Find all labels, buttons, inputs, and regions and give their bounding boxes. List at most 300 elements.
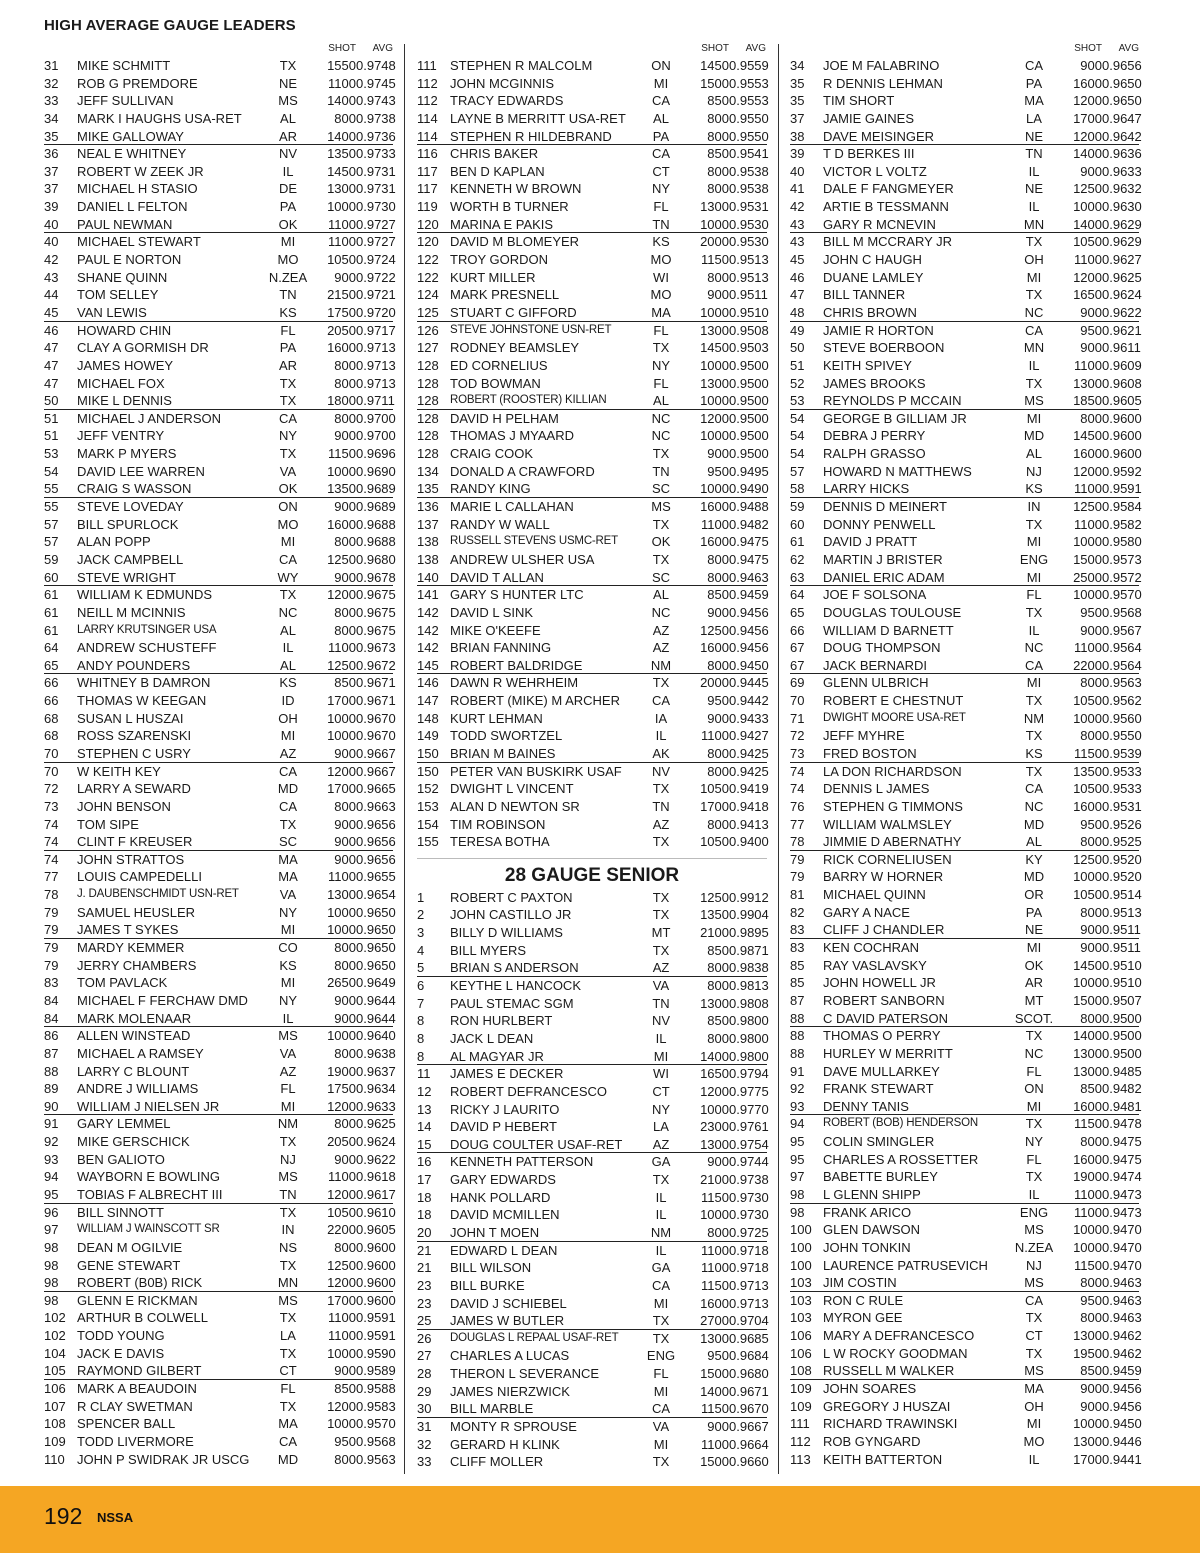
state-cell: TX xyxy=(652,1330,670,1346)
name-cell: THERON L SEVERANCE xyxy=(450,1366,600,1382)
avg-cell: 0.9685 xyxy=(729,1330,769,1346)
avg-cell: 0.9533 xyxy=(1102,763,1142,779)
rank-cell: 137 xyxy=(417,516,439,532)
table-row xyxy=(417,1189,767,1207)
table-row xyxy=(417,1259,767,1277)
state-cell: PA xyxy=(279,340,297,356)
rank-cell: 135 xyxy=(417,481,439,497)
table-row xyxy=(790,1362,1142,1380)
state-cell: CA xyxy=(278,763,298,779)
avg-cell: 0.9650 xyxy=(356,940,396,956)
rank-cell: 154 xyxy=(417,816,439,832)
avg-cell: 0.9680 xyxy=(729,1366,769,1382)
rank-cell: 64 xyxy=(790,587,805,603)
name-cell: JACK L DEAN xyxy=(450,1030,534,1046)
shot-cell: 1600 xyxy=(700,534,729,550)
avg-cell: 0.9630 xyxy=(1102,199,1142,215)
name-cell: JACK E DAVIS xyxy=(77,1345,165,1361)
shot-cell: 1400 xyxy=(700,1048,729,1064)
rank-cell: 51 xyxy=(44,410,59,426)
name-cell: ROBERT E CHESTNUT xyxy=(823,693,964,709)
rank-cell: 146 xyxy=(417,675,439,691)
shot-cell: 1200 xyxy=(327,587,356,603)
shot-cell: 1050 xyxy=(700,781,729,797)
name-cell: JOHN CASTILLO JR xyxy=(450,907,572,923)
rank-cell: 128 xyxy=(417,375,439,391)
state-cell: TX xyxy=(652,446,670,462)
rank-cell: 37 xyxy=(44,181,59,197)
rank-cell: 66 xyxy=(44,675,59,691)
footer-band xyxy=(0,1486,1200,1553)
table-row xyxy=(417,763,767,781)
avg-cell: 0.9564 xyxy=(1102,640,1142,656)
shot-cell: 900 xyxy=(334,992,356,1008)
rank-cell: 98 xyxy=(44,1292,59,1308)
name-cell: BILL MARBLE xyxy=(450,1401,534,1417)
name-cell: ROBERT DEFRANCESCO xyxy=(450,1083,607,1099)
table-row xyxy=(44,445,396,463)
avg-cell: 0.9568 xyxy=(1102,604,1142,620)
avg-cell: 0.9649 xyxy=(356,975,396,991)
table-row xyxy=(790,357,1142,375)
state-cell: CA xyxy=(1024,781,1044,797)
shot-cell: 2100 xyxy=(700,1172,729,1188)
state-cell: TN xyxy=(652,463,670,479)
avg-cell: 0.9656 xyxy=(356,834,396,850)
shot-cell: 850 xyxy=(707,146,729,162)
avg-cell: 0.9624 xyxy=(1102,287,1142,303)
state-cell: CA xyxy=(278,410,298,426)
name-cell: DAVE MULLARKEY xyxy=(823,1063,940,1079)
name-cell: BILL SPURLOCK xyxy=(77,516,179,532)
rank-cell: 45 xyxy=(790,252,805,268)
rank-cell: 65 xyxy=(44,657,59,673)
state-cell: CA xyxy=(278,1433,298,1449)
name-cell: RAY VASLAVSKY xyxy=(823,957,927,973)
name-cell: TOBIAS F ALBRECHT III xyxy=(77,1187,223,1202)
state-cell: TX xyxy=(279,1204,297,1220)
table-row xyxy=(44,339,396,357)
shot-cell: 900 xyxy=(1080,1398,1102,1414)
rank-cell: 111 xyxy=(790,1416,810,1432)
shot-cell: 800 xyxy=(334,1239,356,1255)
rank-cell: 85 xyxy=(790,975,805,991)
table-row xyxy=(417,798,767,816)
name-cell: ROBERT BALDRIDGE xyxy=(450,657,583,673)
name-cell: BILL BURKE xyxy=(450,1277,525,1293)
rank-cell: 32 xyxy=(417,1436,432,1452)
state-cell: TX xyxy=(1025,287,1043,303)
name-cell: BILL MYERS xyxy=(450,942,527,958)
avg-cell: 0.9724 xyxy=(356,252,396,268)
table-row xyxy=(417,1365,767,1383)
avg-cell: 0.9717 xyxy=(356,322,396,338)
rank-cell: 52 xyxy=(790,375,805,391)
name-cell: BILL TANNER xyxy=(823,287,906,303)
shot-cell: 1000 xyxy=(1073,199,1102,215)
shot-cell: 1350 xyxy=(327,481,356,497)
avg-cell: 0.9514 xyxy=(1102,887,1142,903)
shot-cell: 1450 xyxy=(1073,428,1102,444)
state-cell: ENG xyxy=(1019,1204,1049,1220)
name-cell: JAMES E DECKER xyxy=(450,1066,564,1082)
avg-cell: 0.9570 xyxy=(1102,587,1142,603)
rank-cell: 48 xyxy=(790,304,805,320)
state-cell: MA xyxy=(1024,1381,1044,1397)
table-row xyxy=(417,995,767,1013)
name-cell: ROBERT SANBORN xyxy=(823,992,945,1008)
shot-cell: 1500 xyxy=(700,75,729,91)
state-cell: MI xyxy=(280,534,296,550)
table-row xyxy=(44,1045,396,1063)
table-row xyxy=(790,569,1142,587)
rank-cell: 120 xyxy=(417,234,439,250)
name-cell: T D BERKES III xyxy=(823,146,915,162)
avg-cell: 0.9582 xyxy=(1102,516,1142,532)
name-cell: MIKE GALLOWAY xyxy=(77,128,184,144)
state-cell: AZ xyxy=(652,1136,670,1152)
shot-cell: 800 xyxy=(707,110,729,126)
state-cell: AZ xyxy=(279,1063,297,1079)
shot-cell: 2200 xyxy=(1073,657,1102,673)
avg-cell: 0.9748 xyxy=(356,58,396,73)
avg-cell: 0.9463 xyxy=(729,569,769,585)
shot-cell: 1450 xyxy=(327,163,356,179)
state-cell: CA xyxy=(651,146,671,162)
state-cell: MI xyxy=(1026,269,1042,285)
table-row xyxy=(417,1400,767,1418)
table-row xyxy=(417,269,767,287)
name-cell: LARRY C BLOUNT xyxy=(77,1063,190,1079)
shot-cell: 1450 xyxy=(700,58,729,73)
rank-cell: 70 xyxy=(44,763,59,779)
table-row xyxy=(790,145,1142,163)
shot-cell: 900 xyxy=(334,745,356,761)
avg-cell: 0.9713 xyxy=(356,357,396,373)
table-row xyxy=(44,833,396,851)
shot-cell: 1050 xyxy=(327,1204,356,1220)
avg-cell: 0.9500 xyxy=(729,375,769,391)
name-cell: CLINT F KREUSER xyxy=(77,834,193,850)
name-cell: SHANE QUINN xyxy=(77,269,168,285)
state-cell: FL xyxy=(653,1366,669,1382)
shot-cell: 2000 xyxy=(700,675,729,691)
table-row xyxy=(417,304,767,322)
name-cell: STEVE BOERBOON xyxy=(823,340,945,356)
shot-cell: 1400 xyxy=(327,93,356,109)
state-cell: MI xyxy=(653,1383,669,1399)
name-cell: GERARD H KLINK xyxy=(450,1436,560,1452)
name-cell: TODD SWORTZEL xyxy=(450,728,563,744)
rank-cell: 42 xyxy=(44,252,59,268)
rank-cell: 87 xyxy=(44,1045,59,1061)
table-row xyxy=(417,692,767,710)
table-row xyxy=(417,57,767,75)
name-cell: PAUL E NORTON xyxy=(77,252,182,268)
table-row xyxy=(790,992,1142,1010)
name-cell: JAMES BROOKS xyxy=(823,375,926,391)
table-row xyxy=(790,304,1142,322)
table-row xyxy=(417,586,767,604)
rank-cell: 109 xyxy=(44,1433,66,1449)
avg-cell: 0.9904 xyxy=(729,907,769,923)
rank-cell: 61 xyxy=(790,534,805,550)
state-cell: AL xyxy=(653,393,669,409)
rank-cell: 148 xyxy=(417,710,439,726)
table-row xyxy=(44,904,396,922)
shot-cell: 1100 xyxy=(701,1242,729,1258)
shot-cell: 1100 xyxy=(328,1310,356,1326)
shot-cell: 1400 xyxy=(700,1383,729,1399)
avg-cell: 0.9633 xyxy=(1102,163,1142,179)
avg-cell: 0.9636 xyxy=(1102,146,1142,162)
avg-cell: 0.9912 xyxy=(729,889,769,905)
shot-cell: 1000 xyxy=(327,1416,356,1432)
shot-cell: 900 xyxy=(1080,340,1102,356)
shot-cell: 1250 xyxy=(327,1257,356,1273)
state-cell: IL xyxy=(655,1189,667,1205)
rank-cell: 117 xyxy=(417,163,438,179)
name-cell: RANDY KING xyxy=(450,481,531,497)
shot-cell: 1300 xyxy=(700,995,729,1011)
name-cell: CRAIG COOK xyxy=(450,446,534,462)
avg-cell: 0.9600 xyxy=(1102,428,1142,444)
state-cell: MI xyxy=(280,728,296,744)
table-row xyxy=(44,1151,396,1169)
avg-cell: 0.9745 xyxy=(356,75,396,91)
avg-cell: 0.9591 xyxy=(356,1328,396,1344)
state-cell: TX xyxy=(652,1313,670,1329)
table-row xyxy=(790,1380,1142,1398)
name-cell: GLENN ULBRICH xyxy=(823,675,929,691)
rank-cell: 79 xyxy=(790,851,805,867)
rank-cell: 20 xyxy=(417,1225,432,1240)
table-row xyxy=(44,1239,396,1257)
shot-cell: 1900 xyxy=(327,1063,356,1079)
rank-cell: 39 xyxy=(790,146,805,162)
name-cell: RICHARD TRAWINSKI xyxy=(823,1416,958,1432)
name-cell: MICHAEL H STASIO xyxy=(77,181,198,197)
state-cell: IL xyxy=(1028,1187,1040,1202)
avg-cell: 0.9462 xyxy=(1102,1345,1142,1361)
name-cell: STEPHEN G TIMMONS xyxy=(823,798,963,814)
shot-header: SHOT xyxy=(701,43,729,54)
avg-cell: 0.9482 xyxy=(729,516,769,532)
state-cell: NC xyxy=(651,428,671,444)
state-cell: LA xyxy=(653,1119,669,1135)
avg-cell: 0.9510 xyxy=(1102,975,1142,991)
shot-cell: 800 xyxy=(1080,834,1102,850)
shot-cell: 1000 xyxy=(700,393,729,409)
state-cell: AZ xyxy=(652,622,670,638)
rank-cell: 60 xyxy=(44,569,59,585)
name-cell: DENNIS D MEINERT xyxy=(823,499,947,515)
table-row xyxy=(790,745,1142,763)
name-cell: JOHN P SWIDRAK JR USCG xyxy=(77,1451,250,1467)
shot-cell: 1200 xyxy=(700,410,729,426)
rank-cell: 77 xyxy=(44,869,59,885)
state-cell: MD xyxy=(277,781,299,797)
state-cell: NY xyxy=(278,428,298,444)
state-cell: MA xyxy=(278,1416,298,1432)
state-cell: FL xyxy=(1026,1151,1042,1167)
state-cell: MT xyxy=(1024,992,1044,1008)
table-row xyxy=(790,463,1142,481)
name-cell: JAMES NIERZWICK xyxy=(450,1383,570,1399)
avg-cell: 0.9500 xyxy=(729,428,769,444)
state-cell: CA xyxy=(1024,657,1044,673)
avg-cell: 0.9633 xyxy=(356,1098,396,1114)
table-row xyxy=(417,357,767,375)
table-row xyxy=(417,339,767,357)
rank-cell: 100 xyxy=(790,1257,812,1273)
shot-cell: 1300 xyxy=(700,199,729,215)
table-row xyxy=(417,1347,767,1365)
rank-cell: 81 xyxy=(790,887,805,903)
name-cell: MONTY R SPROUSE xyxy=(450,1419,577,1435)
name-cell: MARK I HAUGHS USA-RET xyxy=(77,110,242,126)
state-cell: TX xyxy=(652,1172,670,1188)
rank-cell: 37 xyxy=(44,163,59,179)
rank-cell: 51 xyxy=(44,428,59,444)
rank-cell: 103 xyxy=(790,1275,812,1291)
name-cell: RANDY W WALL xyxy=(450,516,550,532)
shot-cell: 1250 xyxy=(1073,181,1102,197)
rank-cell: 98 xyxy=(44,1275,59,1291)
table-row xyxy=(44,216,396,234)
rank-cell: 14 xyxy=(417,1119,432,1135)
table-row xyxy=(44,1327,396,1345)
avg-cell: 0.9690 xyxy=(356,463,396,479)
state-cell: MO xyxy=(650,287,672,303)
rank-cell: 128 xyxy=(417,428,439,444)
shot-cell: 900 xyxy=(334,816,356,832)
shot-cell: 1100 xyxy=(1074,640,1102,656)
rank-cell: 12 xyxy=(417,1083,432,1099)
avg-cell: 0.9672 xyxy=(356,657,396,673)
avg-cell: 0.9650 xyxy=(1102,75,1142,91)
rank-cell: 2 xyxy=(417,907,425,923)
table-row xyxy=(790,1451,1142,1469)
avg-cell: 0.9562 xyxy=(1102,693,1142,709)
rank-cell: 142 xyxy=(417,622,439,638)
rank-cell: 92 xyxy=(44,1134,59,1150)
shot-cell: 1500 xyxy=(700,1366,729,1382)
shot-cell: 1300 xyxy=(327,887,356,903)
name-cell: MIKE SCHMITT xyxy=(77,58,171,73)
rank-cell: 116 xyxy=(417,146,438,162)
table-row xyxy=(790,1045,1142,1063)
name-cell: WILLIAM K EDMUNDS xyxy=(77,587,213,603)
table-row xyxy=(790,57,1142,75)
table-row xyxy=(44,674,396,692)
state-cell: MS xyxy=(651,499,671,515)
state-cell: AL xyxy=(280,110,296,126)
rank-cell: 55 xyxy=(44,481,59,497)
name-cell: STEPHEN R MALCOLM xyxy=(450,58,593,73)
table-row xyxy=(417,1295,767,1313)
state-cell: CT xyxy=(652,163,670,179)
table-row xyxy=(417,604,767,622)
rank-cell: 147 xyxy=(417,693,439,709)
name-cell: BARRY W HORNER xyxy=(823,869,944,885)
name-cell: GENE STEWART xyxy=(77,1257,181,1273)
shot-cell: 1900 xyxy=(1073,1169,1102,1185)
avg-cell: 0.9500 xyxy=(729,410,769,426)
table-row xyxy=(44,1063,396,1081)
rank-cell: 61 xyxy=(44,604,59,620)
avg-cell: 0.9525 xyxy=(1102,834,1142,850)
avg-cell: 0.9713 xyxy=(356,375,396,391)
name-cell: ANDREW SCHUSTEFF xyxy=(77,640,217,656)
rank-cell: 4 xyxy=(417,942,425,958)
name-cell: DALE F FANGMEYER xyxy=(823,181,954,197)
shot-cell: 2650 xyxy=(327,975,356,991)
name-cell: ROB G PREMDORE xyxy=(77,75,198,91)
shot-cell: 900 xyxy=(334,269,356,285)
table-row xyxy=(790,1345,1142,1363)
state-cell: MI xyxy=(653,1295,669,1311)
table-row xyxy=(417,145,767,163)
name-cell: JOHN STRATTOS xyxy=(77,851,185,867)
avg-cell: 0.9625 xyxy=(356,1116,396,1132)
avg-cell: 0.9456 xyxy=(729,604,769,620)
table-row xyxy=(790,128,1142,146)
avg-cell: 0.9621 xyxy=(1102,322,1142,338)
state-cell: IL xyxy=(282,640,294,656)
table-row xyxy=(44,57,396,75)
avg-cell: 0.9520 xyxy=(1102,869,1142,885)
shot-cell: 1600 xyxy=(327,516,356,532)
name-cell: WORTH B TURNER xyxy=(450,199,569,215)
name-cell: ED CORNELIUS xyxy=(450,357,548,373)
table-row xyxy=(417,1171,767,1189)
avg-cell: 0.9700 xyxy=(356,428,396,444)
shot-cell: 1600 xyxy=(1073,446,1102,462)
shot-cell: 1000 xyxy=(1073,1416,1102,1432)
rank-cell: 51 xyxy=(790,357,805,373)
name-cell: JOHN BENSON xyxy=(77,798,171,814)
rank-cell: 79 xyxy=(44,957,59,973)
table-row xyxy=(417,445,767,463)
shot-cell: 1200 xyxy=(327,1275,356,1291)
table-row xyxy=(44,692,396,710)
avg-cell: 0.9718 xyxy=(729,1242,769,1258)
name-cell: DAVID P HEBERT xyxy=(450,1119,557,1135)
shot-cell: 800 xyxy=(707,763,729,779)
state-cell: TX xyxy=(279,816,297,832)
avg-cell: 0.9500 xyxy=(1102,1045,1142,1061)
avg-cell: 0.9559 xyxy=(729,58,769,73)
avg-cell: 0.9761 xyxy=(729,1119,769,1135)
avg-cell: 0.9770 xyxy=(729,1101,769,1117)
rank-cell: 38 xyxy=(790,128,805,144)
shot-cell: 950 xyxy=(707,1348,729,1364)
state-cell: CA xyxy=(1024,58,1044,73)
table-row xyxy=(790,1080,1142,1098)
shot-cell: 800 xyxy=(1080,904,1102,920)
avg-cell: 0.9722 xyxy=(356,269,396,285)
state-cell: MD xyxy=(277,1451,299,1467)
state-cell: CT xyxy=(652,1083,670,1099)
state-cell: LA xyxy=(280,1328,296,1344)
name-cell: JACK CAMPBELL xyxy=(77,551,184,567)
shot-cell: 850 xyxy=(1080,1081,1102,1097)
rank-cell: 59 xyxy=(44,551,59,567)
avg-cell: 0.9675 xyxy=(356,622,396,638)
avg-cell: 0.9667 xyxy=(729,1419,769,1435)
table-row xyxy=(44,1257,396,1275)
